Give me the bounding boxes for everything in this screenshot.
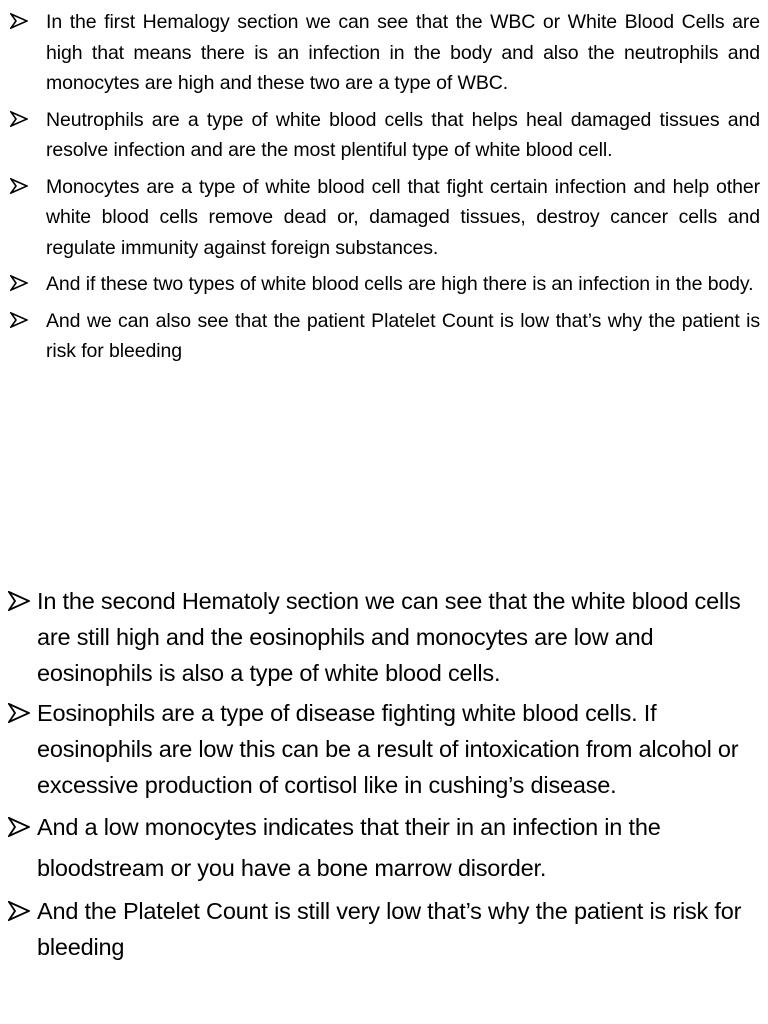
- arrowhead-bullet-icon: [10, 275, 28, 291]
- list-item: [8, 269, 760, 300]
- arrowhead-bullet-icon: [8, 591, 30, 611]
- arrowhead-bullet-icon: [10, 178, 28, 194]
- note-text: Monocytes are a type of white blood cell that fight certain infection and help other white blood cells remove dead or, damaged tissues, destroy cancer cells and regulate immunity against foreign substances.: [46, 175, 760, 259]
- arrowhead-bullet-icon: [10, 111, 28, 127]
- list-item: [8, 306, 760, 367]
- list-item: [6, 695, 762, 803]
- list-item: [6, 893, 762, 965]
- first-hematology-notes: [8, 7, 760, 373]
- note-text: And a low monocytes indicates that their in an infection in the bloodstream or you have a bone marrow disorder.: [37, 814, 661, 881]
- list-item: [6, 583, 762, 691]
- list-item: [6, 807, 762, 889]
- arrowhead-bullet-icon: [8, 901, 30, 921]
- arrowhead-bullet-icon: [10, 13, 28, 29]
- note-text: In the first Hemalogy section we can see that the WBC or White Blood Cells are high that means there is an infection in the body and also the neutrophils and monocytes are high and these two are a type of WBC.: [46, 11, 760, 94]
- note-text: And we can also see that the patient Platelet Count is low that’s why the patient is risk for bleeding: [46, 309, 760, 362]
- list-item: [8, 172, 760, 264]
- arrowhead-bullet-icon: [8, 817, 30, 837]
- arrowhead-bullet-icon: [8, 703, 30, 723]
- note-text: And if these two types of white blood cells are high there is an infection in the body.: [46, 273, 754, 295]
- note-text: Eosinophils are a type of disease fighting white blood cells. If eosinophils are low this can be a result of intoxication from alcohol or excessive production of cortisol like in cushing’s disease.: [37, 700, 739, 798]
- second-hematology-notes: [6, 583, 762, 969]
- list-item: [8, 7, 760, 99]
- arrowhead-bullet-icon: [10, 312, 28, 328]
- list-item: [8, 105, 760, 166]
- note-text: Neutrophils are a type of white blood cells that helps heal damaged tissues and resolve infection and are the most plentiful type of white blood cell.: [46, 108, 760, 161]
- note-text: In the second Hematoly section we can see that the white blood cells are still high and the eosinophils and monocytes are low and eosinophils is also a type of white blood cells.: [37, 588, 741, 686]
- note-text: And the Platelet Count is still very low that’s why the patient is risk for bleeding: [37, 898, 742, 960]
